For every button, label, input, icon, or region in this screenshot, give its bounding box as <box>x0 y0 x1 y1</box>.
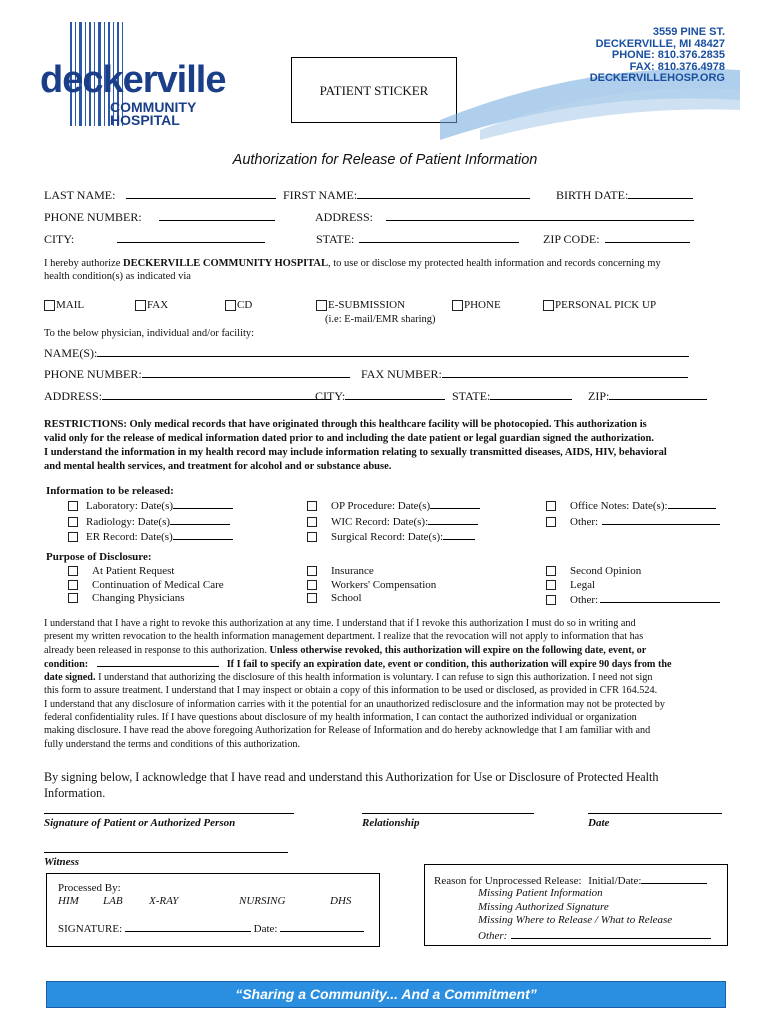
missing-patient-info[interactable]: Missing Patient Information <box>478 887 603 899</box>
recipient-state-label: STATE: <box>452 389 491 403</box>
date-line[interactable] <box>588 813 722 814</box>
last-name-field[interactable] <box>126 188 276 199</box>
purpose-legal[interactable]: Legal <box>546 579 720 593</box>
recipient-names-label: NAME(S): <box>44 346 98 360</box>
condition-field[interactable] <box>97 657 219 667</box>
method-fax[interactable] <box>135 299 168 311</box>
logo <box>40 20 250 130</box>
processed-date-label: Date: <box>253 923 278 935</box>
recipient-state-field[interactable] <box>490 389 572 400</box>
phone-field[interactable] <box>159 210 275 221</box>
revocation-line4b: If I fail to specify an expiration date, event or condition, this authorization will expire 90 days from the <box>226 658 672 670</box>
recipient-fax-field[interactable] <box>442 367 688 378</box>
phone-label: PHONE NUMBER: <box>44 210 142 224</box>
recipient-phone-label: PHONE NUMBER: <box>44 367 142 381</box>
recipient-intro: To the below physician, individual and/or facility: <box>44 328 255 339</box>
footer-banner <box>46 981 726 1008</box>
address-street: 3559 PINE ST. <box>652 26 725 38</box>
logo-community: COMMUNITY <box>110 99 197 115</box>
esubmission-label: E-SUBMISSION <box>328 299 406 311</box>
address-website[interactable]: DECKERVILLEHOSP.ORG <box>589 72 725 84</box>
restrictions-line1: RESTRICTIONS: Only medical records that have originated through this healthcare facility will be photocopied. This authorization is <box>44 419 647 430</box>
mail-checkbox[interactable] <box>44 300 55 311</box>
purpose-changing-physicians[interactable]: Changing Physicians <box>68 592 224 606</box>
dept-lab[interactable]: LAB <box>103 895 123 907</box>
zip-field[interactable] <box>605 232 690 243</box>
date-label: Date <box>588 817 610 829</box>
revocation-line3a: already been released in response to this authorization. <box>44 644 270 656</box>
revocation-line8: federal confidentiality rules. If I have questions about disclosure of my health information, I can contact the authorized individual or organization <box>44 712 637 724</box>
purpose-patient-request[interactable]: At Patient Request <box>68 565 224 579</box>
info-office-notes[interactable]: Office Notes: Date(s): <box>546 498 720 514</box>
mail-label: MAIL <box>56 299 85 311</box>
esubmission-note: (i.e: E-mail/EMR sharing) <box>325 314 436 325</box>
birth-date-field[interactable] <box>628 188 693 199</box>
dept-nursing[interactable]: NURSING <box>239 895 286 907</box>
signing-line2: Information. <box>44 785 106 800</box>
first-name-field[interactable] <box>357 188 530 199</box>
purpose-workers-comp[interactable]: Workers' Compensation <box>307 579 436 593</box>
processed-signature-label: SIGNATURE: <box>58 923 123 935</box>
unprocessed-initial-field[interactable] <box>641 873 707 884</box>
logo-hospital: HOSPITAL <box>110 112 180 128</box>
recipient-address-field[interactable] <box>102 389 330 400</box>
revocation-paragraph <box>44 617 744 751</box>
info-other[interactable]: Other: <box>546 514 720 530</box>
method-pickup[interactable] <box>543 299 656 311</box>
signature-label: Signature of Patient or Authorized Person <box>44 817 236 829</box>
footer-slogan: “Sharing a Community... And a Commitment” <box>235 986 537 1002</box>
revocation-line6: this form to assure treatment. I understand that I may inspect or obtain a copy of this information to be used or disclosed, as provided in CFR 164.524. <box>44 685 658 697</box>
processed-signature-field[interactable] <box>125 921 251 932</box>
recipient-city-label: CITY: <box>315 389 346 403</box>
revocation-line5a: date signed. <box>44 672 96 684</box>
info-released-heading: Information to be released: <box>46 485 174 497</box>
revocation-line1: I understand that I have a right to revoke this authorization at any time. I understand that if I revoke this authorization I must do so in writing and <box>44 618 636 629</box>
restrictions-block <box>44 418 734 474</box>
authorize-hospital: DECKERVILLE COMMUNITY HOSPITAL <box>123 258 329 269</box>
condition-label: condition: <box>44 658 89 670</box>
method-esubmission[interactable] <box>316 299 405 311</box>
address-city: DECKERVILLE, MI 48427 <box>595 37 725 50</box>
info-radiology[interactable]: Radiology: Date(s) <box>68 514 233 530</box>
missing-release-info[interactable]: Missing Where to Release / What to Release <box>478 914 673 926</box>
pickup-checkbox[interactable] <box>543 300 554 311</box>
state-field[interactable] <box>359 232 519 243</box>
fax-checkbox[interactable] <box>135 300 146 311</box>
logo-wordmark: deckerville <box>40 59 226 101</box>
relationship-label: Relationship <box>362 817 420 829</box>
patient-sticker-box <box>291 57 457 123</box>
info-op[interactable]: OP Procedure: Date(s) <box>307 498 480 514</box>
unprocessed-other[interactable]: Other: <box>478 929 508 942</box>
restrictions-line3: I understand the information in my health record may include information relating to sexually transmitted diseases, AIDS, HIV, behavioral <box>44 447 667 458</box>
esubmission-checkbox[interactable] <box>316 300 327 311</box>
dept-him[interactable]: HIM <box>58 895 79 907</box>
revocation-line3b: Unless otherwise revoked, this authorization will expire on the following date, event, or <box>269 644 647 656</box>
address-field[interactable] <box>386 210 694 221</box>
restrictions-line4: and mental health services, and treatment for alcohol and or substance abuse. <box>44 461 392 472</box>
fax-label: FAX <box>147 299 169 311</box>
zip-label: ZIP CODE: <box>543 232 600 244</box>
recipient-phone-field[interactable] <box>142 367 350 378</box>
signing-line1: By signing below, I acknowledge that I have read and understand this Authorization for Use or Disclosure of Protected Health <box>44 770 659 784</box>
unprocessed-box <box>424 864 728 946</box>
method-cd[interactable] <box>225 299 252 311</box>
address-label: ADDRESS: <box>315 210 374 224</box>
info-lab[interactable]: Laboratory: Date(s) <box>68 498 233 514</box>
unprocessed-other-field[interactable] <box>511 928 711 939</box>
missing-signature[interactable]: Missing Authorized Signature <box>478 900 609 913</box>
birth-date-label: BIRTH DATE: <box>556 188 629 202</box>
signature-line[interactable] <box>44 813 294 814</box>
info-er[interactable]: ER Record: Date(s) <box>68 529 233 545</box>
address-phone: PHONE: 810.376.2835 <box>611 49 725 61</box>
authorize-text-post: , to use or disclose my protected health information and records concerning my <box>328 258 661 269</box>
purpose-school[interactable]: School <box>307 592 436 606</box>
revocation-line7: I understand that any disclosure of information carries with it the potential for an unauthorized redisclosure and the information may not be protected by <box>44 698 665 710</box>
signing-statement <box>44 770 744 801</box>
info-surgical[interactable]: Surgical Record: Date(s): <box>307 529 480 545</box>
info-wic[interactable]: WIC Record: Date(s): <box>307 514 480 530</box>
witness-label: Witness <box>44 856 80 868</box>
recipient-zip-label: ZIP: <box>588 389 610 403</box>
purpose-insurance[interactable]: Insurance <box>307 565 436 579</box>
city-label: CITY: <box>44 232 75 244</box>
revocation-line5b: I understand that authorizing the disclosure of this health information is voluntary. I can refuse to sign this authorization. I need not sign <box>95 672 653 684</box>
dept-dhs[interactable]: DHS <box>330 895 352 907</box>
state-label: STATE: <box>316 232 355 244</box>
revocation-line9: making disclosure. I have read the above foregoing Authorization for Release of Information and do hereby acknowledge that I am familiar with and <box>44 725 651 737</box>
address-fax: FAX: 810.376.4978 <box>629 60 725 73</box>
dept-xray[interactable]: X-RAY <box>149 895 179 907</box>
method-phone[interactable] <box>452 299 501 311</box>
purpose-other[interactable]: Other: <box>546 592 720 608</box>
purpose-second-opinion[interactable]: Second Opinion <box>546 565 720 579</box>
revocation-line2: present my written revocation to the health information management department. I realize that the revocation will not apply to information that has <box>44 631 644 643</box>
recipient-city-field[interactable] <box>345 389 445 400</box>
witness-line[interactable] <box>44 852 288 853</box>
form-title: Authorization for Release of Patient Information <box>232 152 538 168</box>
recipient-address-label: ADDRESS: <box>44 389 103 403</box>
city-field[interactable] <box>117 232 265 243</box>
processed-label: Processed By: <box>58 882 121 894</box>
unprocessed-initial-label: Initial/Date: <box>588 875 642 887</box>
patient-sticker-label: PATIENT STICKER <box>319 83 429 98</box>
cd-checkbox[interactable] <box>225 300 236 311</box>
phone-checkbox[interactable] <box>452 300 463 311</box>
hospital-address <box>590 27 725 85</box>
unprocessed-label: Reason for Unprocessed Release: <box>434 875 582 887</box>
processed-box <box>46 873 380 947</box>
authorize-text-pre: I hereby authorize <box>44 258 124 269</box>
processed-date-field[interactable] <box>280 921 364 932</box>
restrictions-line2: valid only for the release of medical information dated prior to and including the date patient or legal guardian signed the authorization. <box>44 433 654 444</box>
recipient-names-field[interactable] <box>97 346 689 357</box>
cd-label: CD <box>237 299 253 311</box>
pickup-label: PERSONAL PICK UP <box>555 299 657 311</box>
authorize-text-line2: health condition(s) as indicated via <box>44 271 191 282</box>
purpose-heading: Purpose of Disclosure: <box>46 551 152 563</box>
first-name-label: FIRST NAME: <box>283 188 358 202</box>
method-mail[interactable] <box>44 299 84 311</box>
last-name-label: LAST NAME: <box>44 188 116 202</box>
revocation-line10: fully understand the terms and conditions of this authorization. <box>44 738 301 750</box>
recipient-fax-label: FAX NUMBER: <box>361 367 442 381</box>
purpose-continuation[interactable]: Continuation of Medical Care <box>68 579 224 593</box>
recipient-zip-field[interactable] <box>609 389 707 400</box>
phone-method-label: PHONE <box>464 299 501 311</box>
relationship-line[interactable] <box>362 813 534 814</box>
